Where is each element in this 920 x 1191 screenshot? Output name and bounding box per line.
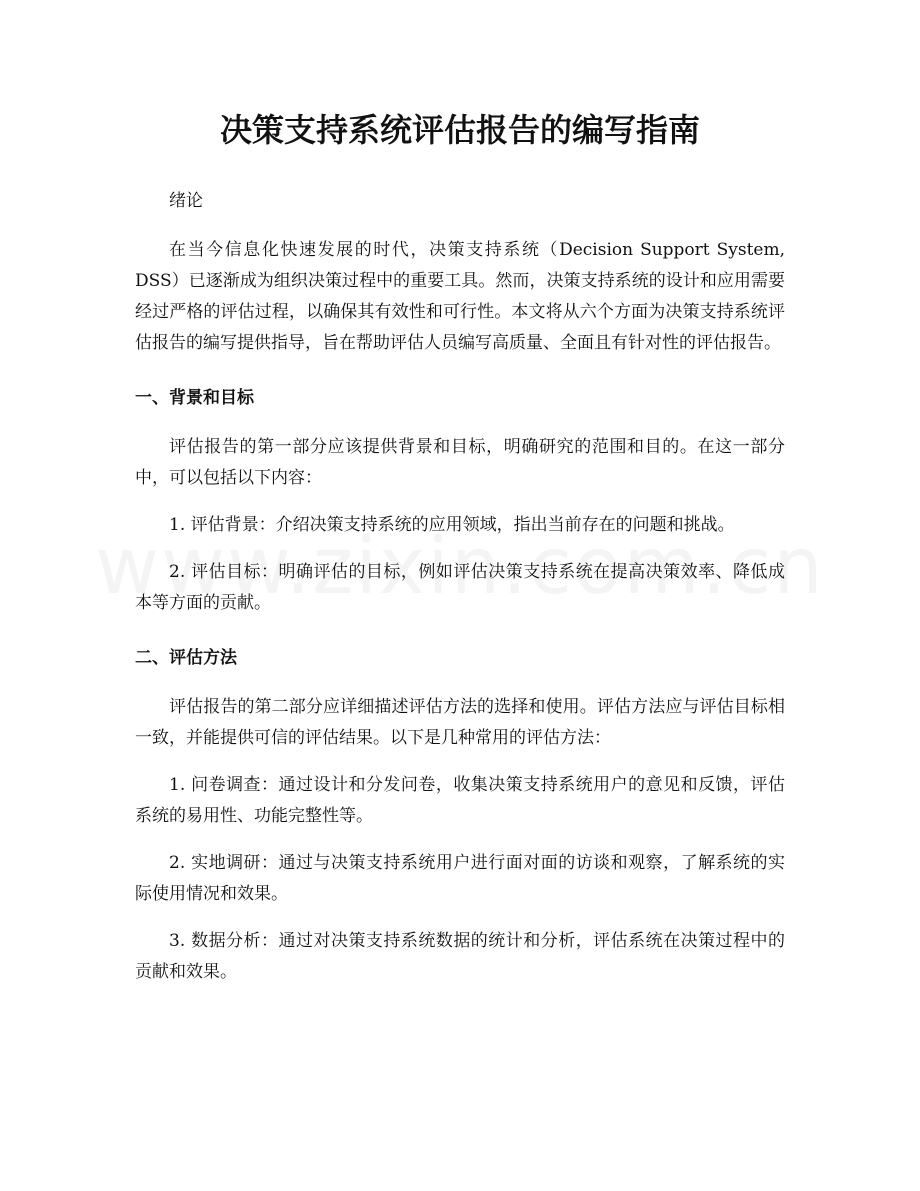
list-item: 1. 评估背景：介绍决策支持系统的应用领域，指出当前存在的问题和挑战。	[169, 515, 735, 535]
list-item: 2. 实地调研：通过与决策支持系统用户进行面对面的访谈和观察，了解系统的实际使用情况和效果。	[135, 853, 785, 904]
list-item: 2. 评估目标：明确评估的目标，例如评估决策支持系统在提高决策效率、降低成本等方面的贡献。	[135, 562, 785, 613]
section-heading: 一、背景和目标	[135, 388, 254, 408]
document-body	[135, 186, 785, 1004]
section-methods	[135, 643, 785, 988]
intro-label: 绪论	[169, 191, 203, 211]
section-paragraph: 评估报告的第一部分应该提供背景和目标，明确研究的范围和目的。在这一部分中，可以包括以下内容：	[135, 437, 785, 488]
section-heading: 二、评估方法	[135, 648, 237, 668]
list-item: 1. 问卷调查：通过设计和分发问卷，收集决策支持系统用户的意见和反馈，评估系统的易用性、功能完整性等。	[135, 775, 785, 826]
section-paragraph: 评估报告的第二部分应详细描述评估方法的选择和使用。评估方法应与评估目标相一致，并能提供可信的评估结果。以下是几种常用的评估方法：	[135, 697, 785, 748]
section-background	[135, 383, 785, 619]
list-item: 3. 数据分析：通过对决策支持系统数据的统计和分析，评估系统在决策过程中的贡献和效果。	[135, 931, 785, 982]
document-title: 决策支持系统评估报告的编写指南	[219, 111, 700, 149]
intro-paragraph: 在当今信息化快速发展的时代，决策支持系统（Decision Support System, DSS）已逐渐成为组织决策过程中的重要工具。然而，决策支持系统的设计和应用需要经过严格的评估过程，以确保其有效性和可行性。本文将从六个方面为决策支持系统评估报告的编写提供指导，旨在帮助评估人员编写高质量、全面且有针对性的评估报告。	[135, 240, 785, 353]
